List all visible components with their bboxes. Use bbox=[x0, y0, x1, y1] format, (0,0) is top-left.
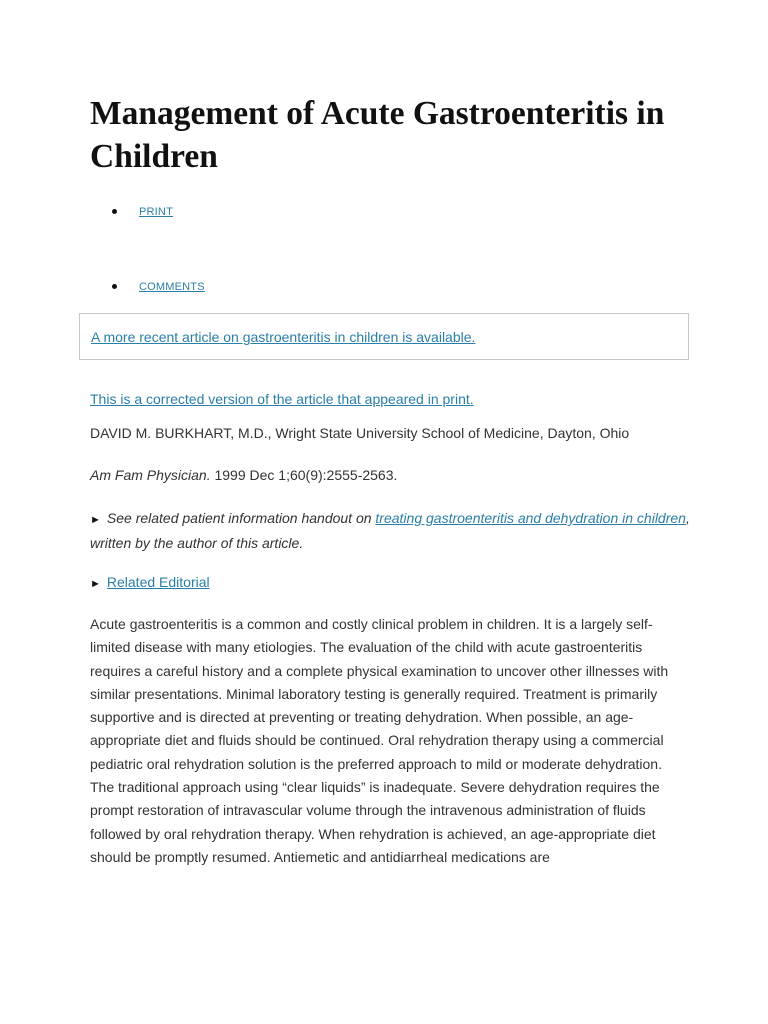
related-editorial bbox=[90, 573, 210, 593]
citation-details: 1999 Dec 1;60(9):2555-2563. bbox=[210, 467, 398, 483]
print-link[interactable]: PRINT bbox=[139, 206, 173, 218]
comments-link[interactable]: COMMENTS bbox=[139, 281, 205, 293]
article-title: Management of Acute Gastroenteritis in Children bbox=[90, 95, 665, 175]
related-editorial-link[interactable]: Related Editorial bbox=[106, 574, 210, 590]
handout-prefix: See related patient information handout on bbox=[106, 510, 376, 526]
recent-article-notice bbox=[79, 313, 689, 360]
handout-link[interactable]: treating gastroenteritis and dehydration in children bbox=[375, 510, 686, 526]
triangle-right-icon: ► bbox=[90, 514, 101, 526]
handout-suffix: , written by the author of this article. bbox=[90, 510, 690, 551]
recent-article-link[interactable]: A more recent article on gastroenteritis in children is available. bbox=[91, 329, 476, 345]
tool-item-comments bbox=[112, 277, 312, 297]
triangle-right-icon: ► bbox=[90, 578, 101, 590]
tool-item-print bbox=[112, 202, 312, 222]
citation bbox=[90, 466, 397, 484]
bullet-icon bbox=[112, 209, 117, 214]
corrected-version-link[interactable]: This is a corrected version of the article that appeared in print. bbox=[90, 391, 474, 407]
patient-handout-note bbox=[90, 507, 690, 555]
abstract-paragraph: Acute gastroenteritis is a common and costly clinical problem in children. It is a largely self-limited disease with many etiologies. The evaluation of the child with acute gastroenteritis requires a careful history and a complete physical examination to uncover other illnesses with similar presentations. Minimal laboratory testing is generally required. Treatment is primarily supportive and is directed at preventing or treating dehydration. When possible, an age-appropriate diet and fluids should be continued. Oral rehydration therapy using a commercial pediatric oral rehydration solution is the preferred approach to mild or moderate dehydration. The traditional approach using “clear liquids” is inadequate. Severe dehydration requires the prompt restoration of intravascular volume through the intravenous administration of fluids followed by oral rehydration therapy. When rehydration is achieved, an age-appropriate diet should be promptly resumed. Antiemetic and antidiarrheal medications are bbox=[90, 616, 669, 865]
bullet-icon bbox=[112, 284, 117, 289]
author-byline: DAVID M. BURKHART, M.D., Wright State University School of Medicine, Dayton, Ohio bbox=[90, 425, 630, 441]
citation-journal: Am Fam Physician. bbox=[90, 467, 211, 483]
